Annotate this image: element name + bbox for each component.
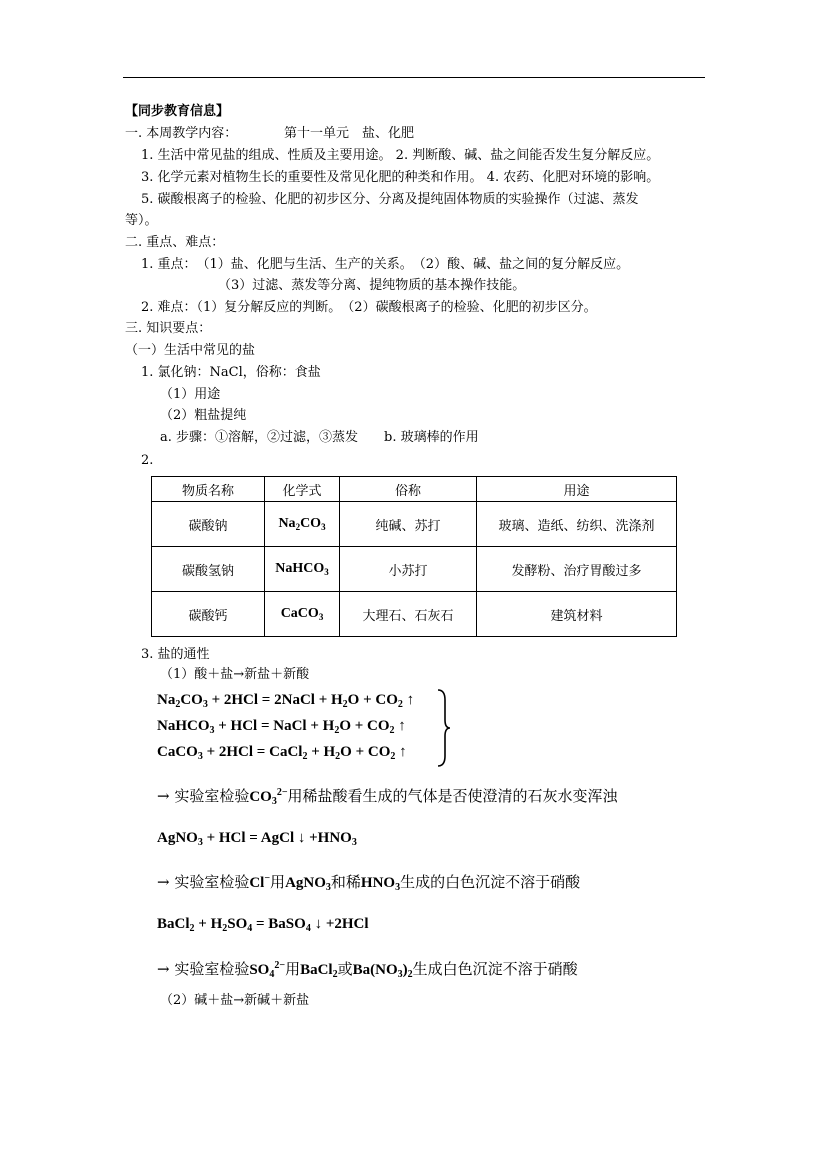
cell-name: 碳酸钙 — [152, 592, 265, 637]
section1-heading: 一. 本周教学内容： — [125, 126, 238, 141]
cell-formula: $Na_2CO_3$ — [265, 502, 340, 547]
nacl-line: 1. 氯化钠：NaCl，俗称：食盐 — [141, 365, 321, 380]
cell-use: 发酵粉、治疗胃酸过多 — [477, 547, 677, 592]
table-row — [152, 502, 677, 547]
steps-line: a. 步骤：①溶解，②过滤，③蒸发 b. 玻璃棒的作用 — [160, 430, 479, 445]
col-header-use: 用途 — [477, 477, 677, 502]
section3-heading: 三. 知识要点： — [125, 321, 212, 336]
doc-title: 【同步教育信息】 — [125, 104, 230, 119]
equation-agno3: AgNO$_3$ + HCl = AgCl ↓ $+HNO_3$ — [157, 830, 357, 848]
salts-table — [151, 476, 677, 637]
so4-test-note: → 实验室检验$SO_4^{2-}$用BaCl$_2$或$Ba(NO_3)_2$生成白色沉淀不溶于硝酸 — [157, 960, 578, 980]
cell-formula: CaCO$_3$ — [265, 592, 340, 637]
item-2-label: 2. — [141, 453, 154, 468]
content-item-3: 3. 化学元素对植物生长的重要性及常见化肥的种类和作用。 4. 农药、化肥对环境的影响。 — [141, 170, 660, 185]
unit-title: 第十一单元 盐、化肥 — [284, 126, 415, 141]
cell-use: 玻璃、造纸、纺织、洗涤剂 — [477, 502, 677, 547]
general-heading: 3. 盐的通性 — [141, 647, 210, 662]
content-item-5: 5. 碳酸根离子的检验、化肥的初步区分、分离及提纯固体物质的实验操作（过滤、蒸发 — [141, 192, 639, 207]
right-brace-icon — [436, 688, 452, 768]
col-header-name: 物质名称 — [152, 477, 265, 502]
cell-common: 小苏打 — [340, 547, 477, 592]
header-rule — [123, 77, 705, 78]
table-row — [152, 547, 677, 592]
equation-bacl2: BaCl$_2$ + $H_2SO_4$ = BaSO$_4$ ↓ +2HCl — [157, 916, 369, 934]
acid-salt-rule: （1）酸＋盐→新盐＋新酸 — [160, 667, 310, 682]
cell-use: 建筑材料 — [477, 592, 677, 637]
section2-heading: 二. 重点、难点： — [125, 235, 225, 250]
difficult-points: 2. 难点：（1）复分解反应的判断。 （2）碳酸根离子的检验、化肥的初步区分。 — [141, 300, 597, 315]
col-header-formula: 化学式 — [265, 477, 340, 502]
co3-test-note: → 实验室检验$CO_3^{2-}$用稀盐酸看生成的气体是否使澄清的石灰水变浑浊 — [157, 787, 618, 807]
cell-formula: NaHCO$_3$ — [265, 547, 340, 592]
content-item-5-cont: 等）。 — [125, 213, 158, 228]
cell-common: 大理石、石灰石 — [340, 592, 477, 637]
cell-common: 纯碱、苏打 — [340, 502, 477, 547]
purify-line: （2）粗盐提纯 — [160, 408, 247, 423]
content-item-1: 1. 生活中常见盐的组成、性质及主要用途。 2. 判断酸、碱、盐之间能否发生复分解反应。 — [141, 148, 660, 163]
subsection-common-salts: （一）生活中常见的盐 — [125, 343, 256, 358]
equation-na2co3: $Na_2CO_3 + 2HCl$ = 2NaCl + $H_2O + CO_2$ ↑ — [157, 692, 415, 710]
key-points-1b: （3）过滤、蒸发等分离、提纯物质的基本操作技能。 — [218, 278, 526, 293]
equation-caco3: CaCO$_3$ + 2HCl = CaCl$_2$ + $H_2O + CO_2$ ↑ — [157, 744, 407, 762]
cell-name: 碳酸氢钠 — [152, 547, 265, 592]
use-line: （1）用途 — [160, 387, 221, 402]
table-row — [152, 592, 677, 637]
col-header-common: 俗称 — [340, 477, 477, 502]
cell-name: 碳酸钠 — [152, 502, 265, 547]
key-points-1: 1. 重点： （1）盐、化肥与生活、生产的关系。 （2）酸、碱、盐之间的复分解反应。 — [141, 257, 630, 272]
table-header-row — [152, 477, 677, 502]
base-salt-rule: （2）碱＋盐→新碱＋新盐 — [160, 993, 310, 1008]
equation-nahco3: NaHCO$_3$ + HCl = NaCl + $H_2O + CO_2$ ↑ — [157, 718, 406, 736]
cl-test-note: → 实验室检验Cl−用AgNO$_3$和稀$HNO_3$生成的白色沉淀不溶于硝酸 — [157, 873, 581, 893]
